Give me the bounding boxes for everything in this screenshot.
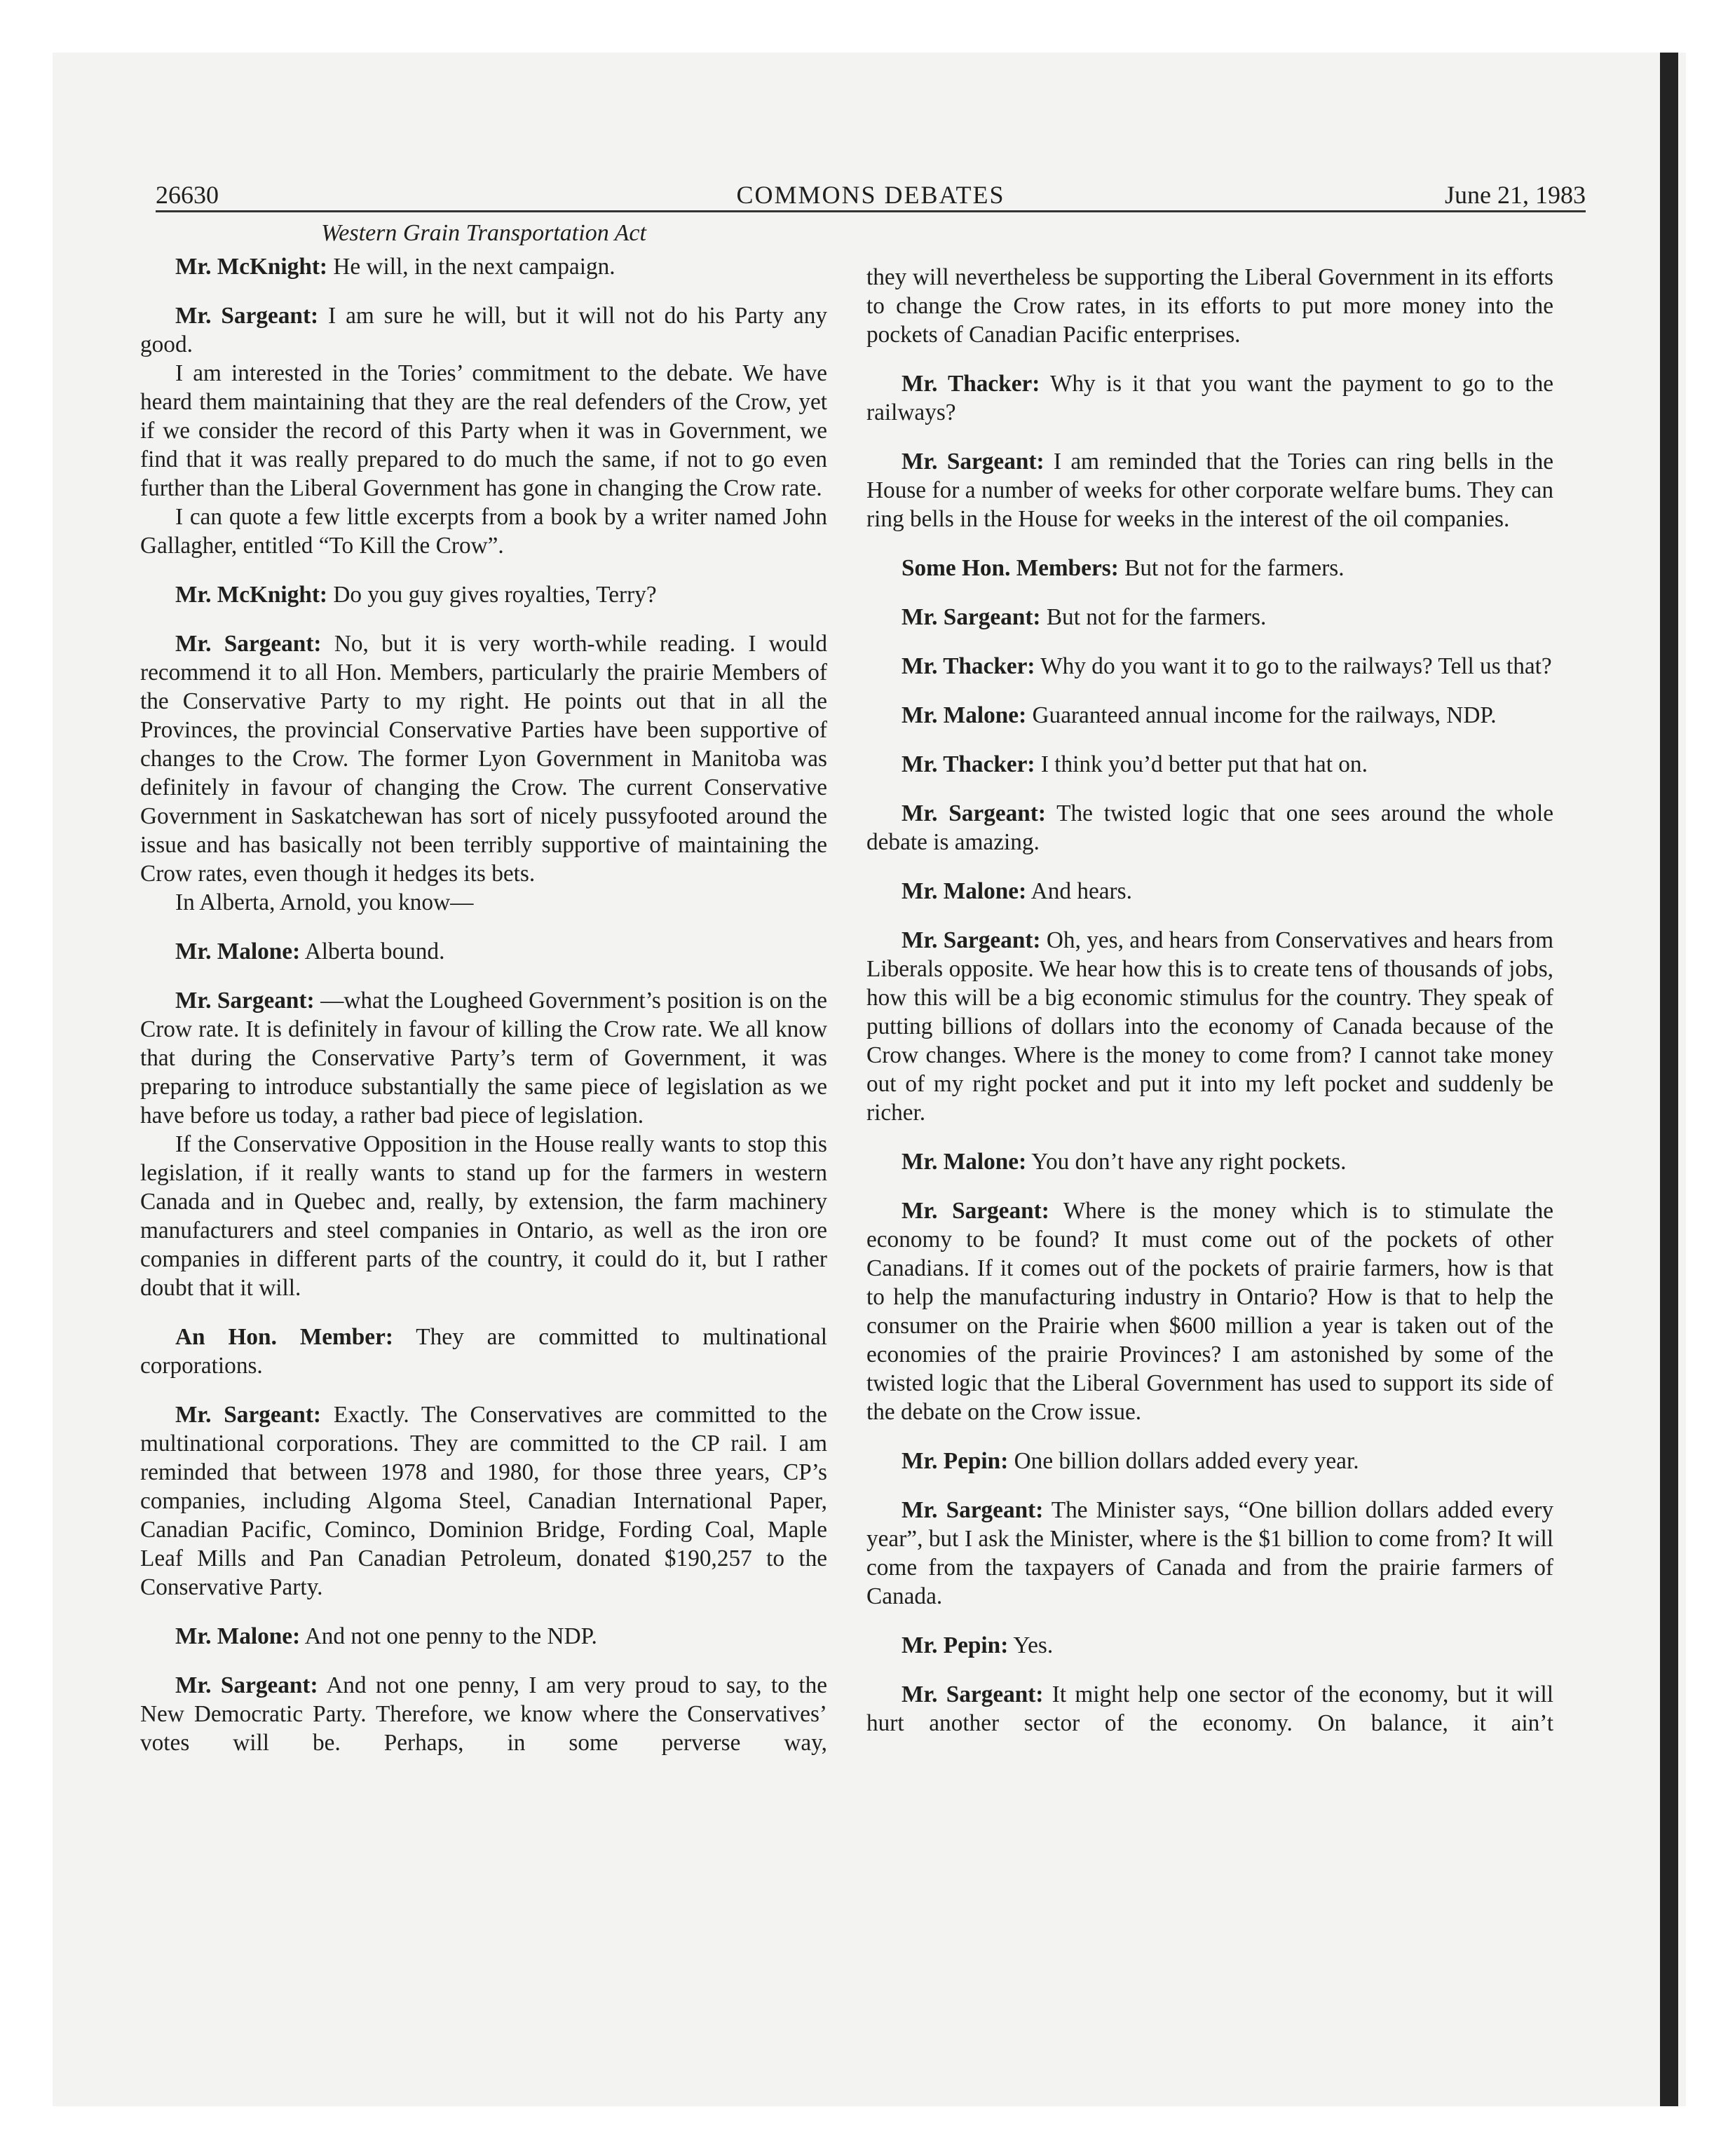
paragraph — [140, 888, 827, 917]
speaker-name: Mr. Sargeant: — [175, 988, 315, 1014]
paragraph — [140, 301, 827, 359]
paragraph — [866, 1680, 1553, 1738]
section-heading: Western Grain Transportation Act — [321, 220, 646, 246]
speaker-name: Mr. Thacker: — [901, 371, 1040, 397]
paragraph — [866, 701, 1553, 730]
speech-text: But not for the farmers. — [1046, 604, 1267, 630]
paragraph — [866, 1496, 1553, 1611]
paragraph — [866, 877, 1553, 906]
paragraph — [140, 1130, 827, 1302]
speech-text: —what the Lougheed Government’s position is on the Crow rate. It is definitely in favour of killing the Crow rate. We all know that during the Conservative Party’s term of Government, it was preparing to introduce substantially the same piece of legislation as we have before us today, a rather bad piece of legislation. — [140, 988, 828, 1128]
speaker-name: Mr. Sargeant: — [901, 1497, 1044, 1523]
paragraph — [866, 799, 1553, 857]
scan-edge-shadow — [1660, 53, 1678, 2106]
paragraph — [866, 1147, 1553, 1176]
paragraph — [866, 1447, 1553, 1475]
paragraph — [866, 926, 1553, 1127]
paragraph — [140, 1622, 827, 1651]
speech-text: Oh, yes, and hears from Conservatives and hears from Liberals opposite. We hear how this is to create tens of thousands of jobs, how this will be a big economic stimulus for the country. They speak of putting billions of dollars into the economy of Canada because of the Crow changes. Where is the money to come from? I cannot take money out of my right pocket and put it into my left pocket and suddenly be richer. — [866, 927, 1554, 1126]
speech-text: And not one penny to the NDP. — [304, 1623, 597, 1649]
paragraph — [140, 937, 827, 966]
speech-text: they will nevertheless be supporting the Liberal Government in its efforts to change the Crow rates, in its efforts to put more money into the pockets of Canadian Pacific enterprises. — [866, 264, 1553, 348]
speaker-name: Mr. Sargeant: — [901, 604, 1041, 630]
speaker-name: Mr. Sargeant: — [901, 800, 1046, 826]
speaker-name: An Hon. Member: — [175, 1324, 393, 1350]
speaker-name: Mr. Sargeant: — [175, 631, 322, 657]
speaker-name: Mr. Thacker: — [901, 751, 1035, 777]
publication-title: COMMONS DEBATES — [736, 181, 1005, 209]
paragraph — [866, 1631, 1553, 1660]
page-number: 26630 — [156, 181, 219, 209]
speech-text: They are committed to multinational corporations. — [140, 1324, 827, 1379]
paragraph — [140, 1671, 827, 1757]
speech-text: If the Conservative Opposition in the House really wants to stop this legislation, if it really wants to stand up for the farmers in western Canada and in Quebec and, really, by extension, the farm machinery manufacturers and steel companies in Ontario, as well as the iron ore companies in different parts of the country, it could do it, but I rather doubt that it will. — [140, 1131, 827, 1301]
left-column — [140, 216, 827, 1757]
speech-text: I am interested in the Tories’ commitment to the debate. We have heard them maintaining that they are the real defenders of the Crow, yet if we consider the record of this Party when it was in Government, we find that it was really prepared to do much the same, if not to go even further than the Liberal Government has gone in changing the Crow rate. — [140, 360, 827, 501]
paragraph — [866, 652, 1553, 681]
speaker-name: Mr. Pepin: — [901, 1632, 1009, 1658]
page-header — [156, 167, 1586, 212]
speech-text: He will, in the next campaign. — [333, 254, 615, 280]
speech-text: I am reminded that the Tories can ring bells in the House for a number of weeks for other corporate welfare bums. They can ring bells in the House for weeks in the interest of the oil companies. — [866, 449, 1553, 532]
speaker-name: Mr. Pepin: — [901, 1448, 1009, 1474]
publication-date: June 21, 1983 — [1445, 181, 1586, 209]
paragraph — [866, 369, 1553, 427]
speech-text: The twisted logic that one sees around the whole debate is amazing. — [866, 800, 1553, 855]
speaker-name: Mr. Malone: — [901, 1149, 1027, 1175]
speaker-name: Mr. Thacker: — [901, 653, 1035, 679]
paragraph — [866, 1196, 1553, 1426]
speech-text: But not for the farmers. — [1124, 555, 1345, 581]
speaker-name: Mr. Sargeant: — [175, 1402, 322, 1428]
paragraph — [866, 603, 1553, 632]
speaker-name: Some Hon. Members: — [901, 555, 1119, 581]
speech-text: Why do you want it to go to the railways? Tell us that? — [1040, 653, 1552, 679]
paragraph — [140, 580, 827, 609]
paragraph — [140, 252, 827, 281]
speech-text: Guaranteed annual income for the railways, NDP. — [1032, 702, 1497, 728]
speech-text: I think you’d better put that hat on. — [1040, 751, 1368, 777]
paragraph — [866, 263, 1553, 349]
speaker-name: Mr. Malone: — [901, 702, 1027, 728]
speech-text: It might help one sector of the economy, but it will hurt another sector of the economy. On balance, it ain’t — [866, 1681, 1553, 1736]
speaker-name: Mr. Sargeant: — [901, 1198, 1049, 1224]
speech-text: No, but it is very worth-while reading. I would recommend it to all Hon. Members, particularly the prairie Members of the Conservative Party to my right. He points out that in all the Provinces, the provincial Conservative Parties have been supportive of changes to the Crow. The former Lyon Government in Manitoba was definitely in favour of changing the Crow. The current Conservative Government in Saskatchewan has sort of nicely pussyfooted around the issue and has basically not been terribly supportive of maintaining the Crow rates, even though it hedges its bets. — [140, 631, 828, 887]
speaker-name: Mr. McKnight: — [175, 254, 328, 280]
speaker-name: Mr. Sargeant: — [175, 303, 319, 329]
speech-text: Do you guy gives royalties, Terry? — [333, 582, 657, 608]
speech-text: I am sure he will, but it will not do his Party any good. — [140, 303, 827, 357]
speaker-name: Mr. Sargeant: — [901, 449, 1045, 475]
speech-text: I can quote a few little excerpts from a book by a writer named John Gallagher, entitled “To Kill the Crow”. — [140, 504, 827, 559]
speaker-name: Mr. Malone: — [175, 939, 301, 964]
speaker-name: Mr. Sargeant: — [901, 927, 1041, 953]
right-column — [866, 263, 1553, 1738]
paragraph — [140, 1323, 827, 1380]
speaker-name: Mr. Malone: — [901, 878, 1027, 904]
paragraph — [140, 1400, 827, 1602]
paragraph — [140, 503, 827, 560]
paragraph — [866, 554, 1553, 582]
speech-text: Yes. — [1013, 1632, 1054, 1658]
speech-text: The Minister says, “One billion dollars added every year”, but I ask the Minister, where is the $1 billion to come from? It will come from the taxpayers of Canada and from the prairie farmers of Canada. — [866, 1497, 1553, 1609]
speaker-name: Mr. McKnight: — [175, 582, 328, 608]
speech-text: Where is the money which is to stimulate the economy to be found? It must come out of the pockets of other Canadians. If it comes out of the pockets of prairie farmers, how is that to help the manufacturing industry in Ontario? How is that to help the consumer on the Prairie when $600 million a year is taken out of the economies of the prairie Provinces? I am astonished by some of the twisted logic that the Liberal Government has used to support its side of the debate on the Crow issue. — [866, 1198, 1553, 1425]
speech-text: And hears. — [1030, 878, 1132, 904]
speech-text: Alberta bound. — [304, 939, 445, 964]
speech-text: You don’t have any right pockets. — [1031, 1149, 1347, 1175]
paragraph — [866, 447, 1553, 533]
speech-text: One billion dollars added every year. — [1014, 1448, 1359, 1474]
paragraph — [140, 359, 827, 503]
speech-text: Why is it that you want the payment to go to the railways? — [866, 371, 1553, 425]
speaker-name: Mr. Sargeant: — [175, 1672, 318, 1698]
speech-text: In Alberta, Arnold, you know— — [175, 889, 474, 915]
speaker-name: Mr. Malone: — [175, 1623, 301, 1649]
speaker-name: Mr. Sargeant: — [901, 1681, 1044, 1707]
paragraph — [866, 750, 1553, 779]
paragraph — [140, 629, 827, 888]
speech-text: Exactly. The Conservatives are committed to the multinational corporations. They are committed to the CP rail. I am reminded that between 1978 and 1980, for those three years, CP’s companies, including Algoma Steel, Canadian International Paper, Canadian Pacific, Cominco, Dominion Bridge, Fording Coal, Maple Leaf Mills and Pan Canadian Petroleum, donated $190,257 to the Conservative Party. — [140, 1402, 827, 1600]
paragraph — [140, 986, 827, 1130]
speech-text: And not one penny, I am very proud to say, to the New Democratic Party. Therefore, we know where the Conservatives’ votes will be. Perhaps, in some perverse way, — [140, 1672, 828, 1756]
